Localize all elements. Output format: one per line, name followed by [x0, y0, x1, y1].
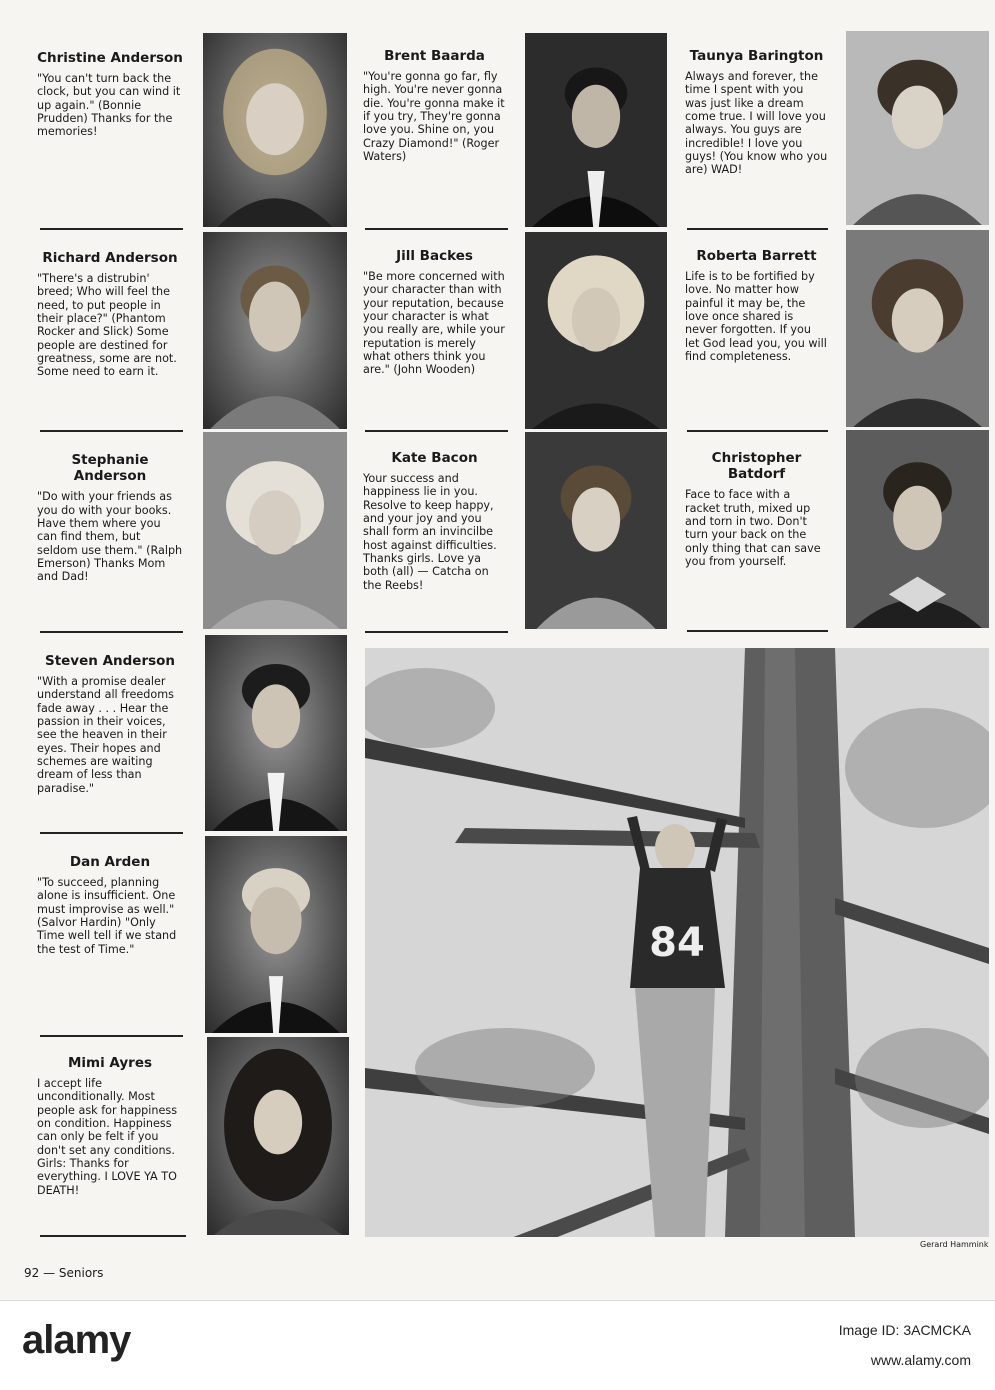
senior-entry	[363, 450, 506, 592]
senior-entry	[37, 452, 183, 583]
senior-entry	[363, 48, 506, 163]
photo-credit: Gerard Hammink	[920, 1240, 989, 1249]
senior-portrait	[203, 33, 347, 227]
senior-name: Roberta Barrett	[696, 248, 817, 264]
divider	[365, 430, 508, 432]
senior-quote: Always and forever, the time I spent with you was just like a dream come true. I will love you always. You guys are incredible! I love you guys! (You know who you are) WAD!	[685, 70, 828, 177]
divider	[365, 228, 508, 230]
senior-entry	[37, 1055, 183, 1197]
senior-portrait	[203, 432, 347, 629]
senior-name: Kate Bacon	[391, 450, 478, 466]
senior-name: Mimi Ayres	[67, 1055, 153, 1071]
divider	[687, 228, 828, 230]
senior-name: Brent Baarda	[384, 48, 485, 64]
senior-quote: "You're gonna go far, fly high. You're never gonna die. You're gonna make it if you try, They're gonna love you. Shine on, you Crazy Diamond!" (Roger Waters)	[363, 70, 505, 163]
divider	[365, 631, 508, 633]
senior-entry	[363, 248, 506, 377]
senior-quote: Your success and happiness lie in you. Resolve to keep happy, and your joy and you shall form an invincilbe host against difficulties. Thanks girls. Love ya both (all) — Catcha on the Reebs!	[363, 472, 497, 592]
senior-quote: "There's a distrubin' breed; Who will feel the need, to put people in their place?" (Phantom Rocker and Slick) Some people are destined for greatness, some are not. Some need to earn it.	[37, 272, 177, 379]
senior-quote: "To succeed, planning alone is insufficient. One must improvise as well." (Salvor Hardin) "Only Time well tell if we stand the test of Time."	[37, 876, 177, 956]
senior-name: Taunya Barington	[689, 48, 824, 64]
senior-name: Steven Anderson	[44, 653, 176, 669]
senior-name: Stephanie Anderson	[71, 452, 149, 485]
senior-quote: "Do with your friends as you do with your books. Have them where you can find them, but seldom use them." (Ralph Emerson) Thanks Mom and Dad!	[37, 490, 183, 584]
senior-quote: "You can't turn back the clock, but you can wind it up again." (Bonnie Prudden) Thanks for the memories!	[37, 72, 181, 139]
divider	[40, 1035, 183, 1037]
senior-name: Christopher Batdorf	[711, 450, 802, 483]
senior-entry	[685, 48, 828, 177]
senior-entry	[685, 248, 828, 363]
senior-entry	[37, 50, 183, 139]
senior-portrait	[207, 1037, 349, 1235]
divider	[687, 630, 828, 632]
senior-name: Christine Anderson	[37, 50, 183, 66]
senior-quote: "With a promise dealer understand all freedoms fade away . . . Hear the passion in their voices, see the heaven in their eyes. Their hopes and schemes are waiting dream of less than paradise."	[37, 675, 174, 795]
watermark-logo: alamy	[22, 1318, 131, 1362]
senior-portrait	[846, 230, 989, 427]
watermark-url: www.alamy.com	[870, 1352, 971, 1368]
senior-quote: I accept life unconditionally. Most people ask for happiness on condition. Happiness can only be felt if you don't set any conditions. Girls: Thanks for everything. I LOVE YA TO DEATH!	[37, 1077, 178, 1197]
senior-entry	[685, 450, 828, 568]
senior-portrait	[846, 430, 989, 628]
divider	[40, 1235, 186, 1237]
senior-entry	[37, 250, 183, 379]
senior-portrait	[525, 232, 667, 429]
senior-name: Richard Anderson	[42, 250, 178, 266]
jersey-number: 84	[649, 920, 705, 966]
senior-portrait	[525, 432, 667, 629]
senior-portrait	[525, 33, 667, 227]
senior-portrait	[846, 31, 989, 225]
senior-entry	[37, 653, 183, 795]
senior-portrait	[203, 232, 347, 429]
senior-name: Jill Backes	[396, 248, 473, 264]
senior-portrait	[205, 635, 347, 831]
senior-portrait	[205, 836, 347, 1033]
watermark-image-id: Image ID: 3ACMCKA	[838, 1322, 971, 1338]
senior-quote: "Be more concerned with your character than with your reputation, because your character is what you really are, while your reputation is merely what others think you are." (John Wooden)	[363, 270, 505, 377]
senior-quote: Face to face with a racket truth, mixed up and torn in two. Don't turn your back on the only thing that can save you from yourself.	[685, 488, 821, 568]
senior-name: Dan Arden	[69, 854, 151, 870]
watermark-band	[0, 1300, 995, 1390]
senior-entry	[37, 854, 183, 956]
divider	[40, 228, 183, 230]
divider	[40, 832, 183, 834]
divider	[687, 430, 828, 432]
divider	[40, 631, 183, 633]
page-folio: 92 — Seniors	[24, 1266, 104, 1280]
divider	[40, 430, 183, 432]
senior-quote: Life is to be fortified by love. No matter how painful it may be, the love once shared is never forgotten. If you let God lead you, you will find completeness.	[685, 270, 827, 363]
candid-tree-photo	[365, 648, 989, 1237]
